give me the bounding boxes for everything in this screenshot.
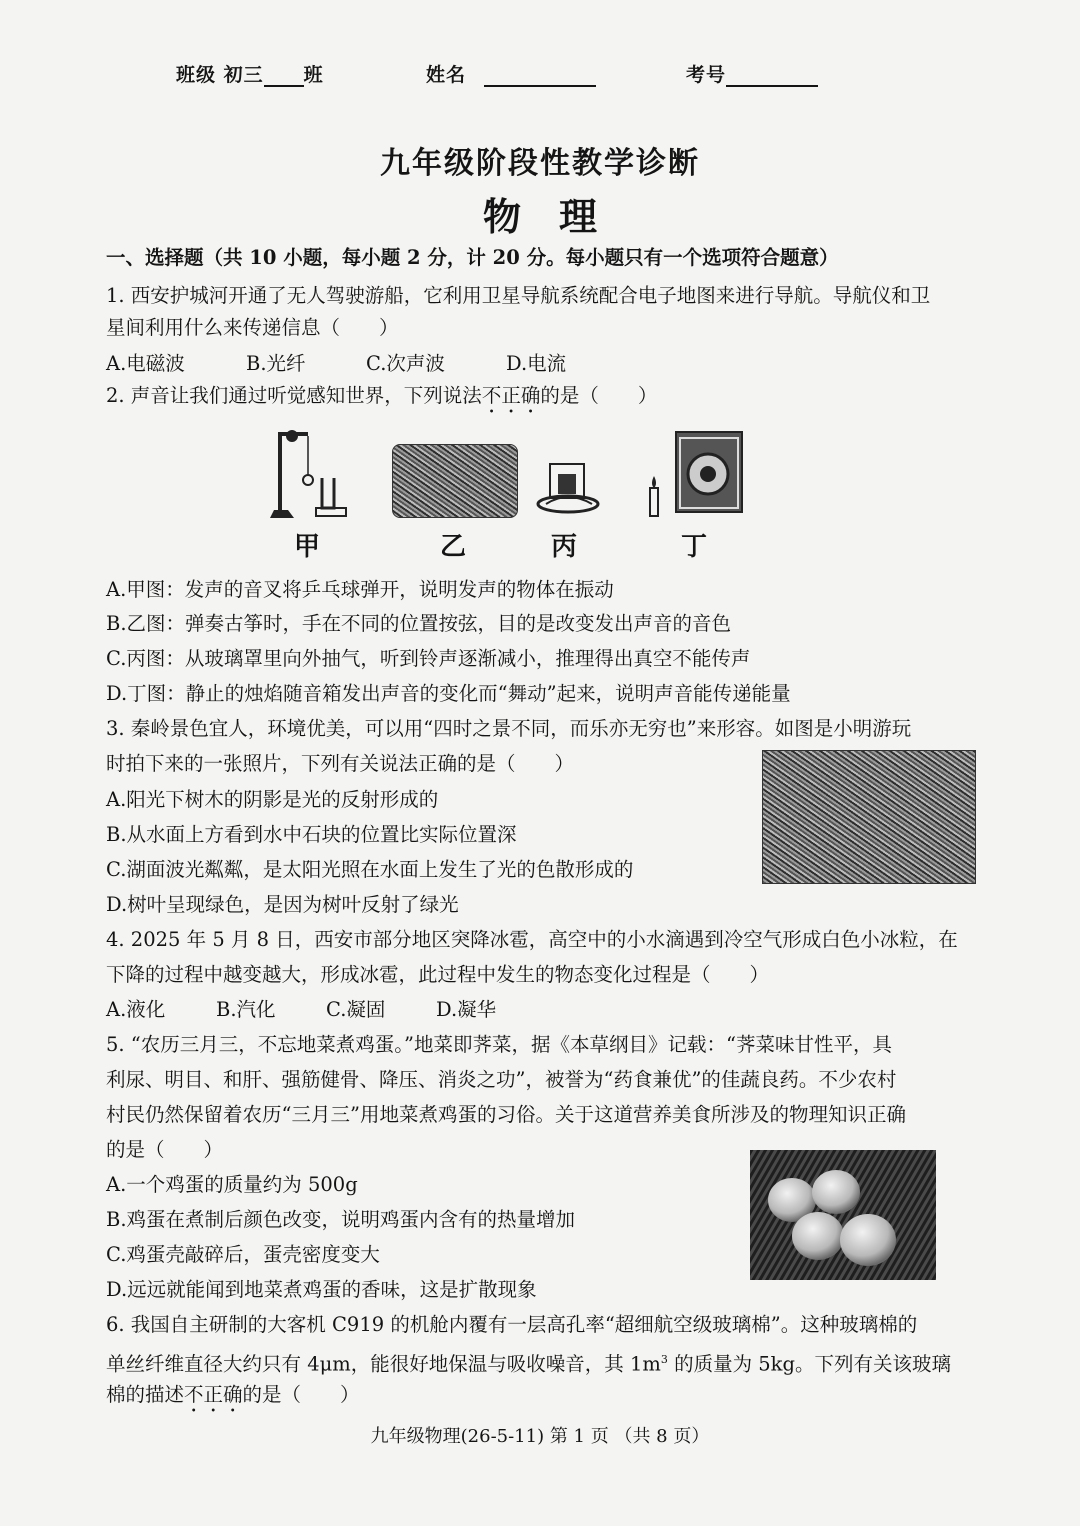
class-label: 班级 初三 — [176, 64, 264, 86]
q4-option-c[interactable]: C.凝固 — [326, 998, 386, 1021]
class-suffix: 班 — [303, 64, 324, 86]
bell-jar-figure — [534, 460, 604, 520]
section-heading: 一、选择题（共 10 小题，每小题 2 分，计 20 分。每小题只有一个选项符合题意） — [106, 246, 839, 269]
q6-stem-line2 — [106, 1346, 951, 1379]
q3-option-c[interactable]: C.湖面波光粼粼，是太阳光照在水面上发生了光的色散形成的 — [106, 858, 634, 881]
exam-id-label: 考号 — [686, 64, 727, 86]
speaker-candle-figure — [644, 428, 748, 522]
q6-line2-sup: 3 — [660, 1353, 668, 1366]
q3-option-b[interactable]: B.从水面上方看到水中石块的位置比实际位置深 — [106, 823, 517, 846]
q3-stem-line1: 3. 秦岭景色宜人，环境优美，可以用“四时之景不同，而乐亦无穷也”来形容。如图是小明游玩 — [106, 717, 912, 740]
subject-title: 物理 — [482, 194, 635, 239]
q6-stem-line1: 6. 我国自主研制的大客机 C919 的机舱内覆有一层高孔率“超细航空级玻璃棉”。这种玻璃棉的 — [106, 1313, 918, 1336]
name-label: 姓名 — [426, 64, 467, 86]
q6-line2-a: 单丝纤维直径大约只有 4μm，能很好地保温与吸收噪音，其 1m — [106, 1352, 661, 1376]
q1-stem-line1: 1. 西安护城河开通了无人驾驶游船，它利用卫星导航系统配合电子地图来进行导航。导航仪和卫 — [106, 284, 931, 307]
figure-label-jia: 甲 — [294, 532, 321, 562]
q4-stem-line1: 4. 2025 年 5 月 8 日，西安市部分地区突降冰雹，高空中的小水滴遇到冷空气形成白色小冰粒，在 — [106, 928, 958, 951]
q1-stem-line2: 星间利用什么来传递信息（ ） — [106, 316, 399, 339]
q5-option-b[interactable]: B.鸡蛋在煮制后颜色改变，说明鸡蛋内含有的热量增加 — [106, 1208, 576, 1231]
q6-stem-line3 — [106, 1381, 360, 1417]
q5-option-c[interactable]: C.鸡蛋壳敲碎后，蛋壳密度变大 — [106, 1243, 380, 1266]
guzheng-photo — [392, 444, 518, 518]
q2-option-b[interactable]: B.乙图：弹奏古筝时，手在不同的位置按弦，目的是改变发出声音的音色 — [106, 612, 732, 635]
exam-id-field — [686, 60, 818, 87]
name-blank[interactable] — [484, 67, 596, 87]
figure-label-ding: 丁 — [681, 532, 708, 562]
q6-line3-emphasis: 不正确 — [184, 1383, 243, 1406]
q2-stem-b: 的是（ ） — [540, 384, 658, 407]
q5-stem-line4: 的是（ ） — [106, 1138, 224, 1161]
q5-stem-line2: 利尿、明目、和肝、强筋健骨、降压、消炎之功”，被誉为“药食兼优”的佳蔬良药。不少农村 — [106, 1068, 897, 1091]
q4-option-d[interactable]: D.凝华 — [436, 998, 497, 1021]
q1-option-b[interactable]: B.光纤 — [246, 352, 306, 375]
q2-stem — [106, 382, 657, 418]
q6-line3-a: 棉的描述 — [106, 1383, 185, 1406]
q1-option-d[interactable]: D.电流 — [506, 352, 567, 375]
figure-label-yi: 乙 — [440, 532, 467, 562]
q6-line2-b: 的质量为 5kg。下列有关该玻璃 — [667, 1352, 951, 1376]
q2-option-a[interactable]: A.甲图：发声的音叉将乒乓球弹开，说明发声的物体在振动 — [106, 578, 614, 601]
class-field — [176, 60, 324, 87]
q3-stem-line2: 时拍下来的一张照片，下列有关说法正确的是（ ） — [106, 752, 575, 775]
page-footer: 九年级物理(26-5-11) 第 1 页 （共 8 页） — [370, 1426, 710, 1447]
q3-option-a[interactable]: A.阳光下树木的阴影是光的反射形成的 — [106, 788, 439, 811]
eggs-photo — [750, 1150, 936, 1280]
q4-option-a[interactable]: A.液化 — [106, 998, 166, 1021]
q3-option-d[interactable]: D.树叶呈现绿色，是因为树叶反射了绿光 — [106, 893, 459, 916]
q4-option-b[interactable]: B.汽化 — [216, 998, 276, 1021]
q5-option-d[interactable]: D.远远就能闻到地菜煮鸡蛋的香味，这是扩散现象 — [106, 1278, 537, 1301]
q2-option-c[interactable]: C.丙图：从玻璃罩里向外抽气，听到铃声逐渐减小，推理得出真空不能传声 — [106, 647, 751, 670]
q6-line3-b: 的是（ ） — [242, 1383, 360, 1406]
figure-label-bing: 丙 — [551, 532, 578, 562]
q5-stem-line3: 村民仍然保留着农历“三月三”用地菜煮鸡蛋的习俗。关于这道营养美食所涉及的物理知识正确 — [106, 1103, 906, 1126]
tuning-fork-figure — [264, 424, 360, 524]
q1-options — [106, 350, 566, 378]
qinling-photo — [762, 750, 976, 884]
q2-option-d[interactable]: D.丁图：静止的烛焰随音箱发出声音的变化而“舞动”起来，说明声音能传递能量 — [106, 682, 791, 705]
q1-option-a[interactable]: A.电磁波 — [106, 352, 185, 375]
q1-option-c[interactable]: C.次声波 — [366, 352, 445, 375]
exam-title: 九年级阶段性教学诊断 — [380, 146, 700, 181]
q5-option-a[interactable]: A.一个鸡蛋的质量约为 500g — [106, 1173, 358, 1196]
name-field — [426, 60, 596, 87]
q4-options — [106, 996, 496, 1024]
class-blank[interactable] — [264, 67, 304, 87]
q5-stem-line1: 5. “农历三月三，不忘地菜煮鸡蛋。”地菜即荠菜，据《本草纲目》记载：“荠菜味甘性平，具 — [106, 1033, 892, 1056]
q2-stem-emphasis: 不正确 — [481, 384, 541, 407]
q2-stem-a: 2. 声音让我们通过听觉感知世界，下列说法 — [106, 384, 482, 407]
q4-stem-line2: 下降的过程中越变越大，形成冰雹，此过程中发生的物态变化过程是（ ） — [106, 963, 770, 986]
exam-id-blank[interactable] — [726, 67, 818, 87]
